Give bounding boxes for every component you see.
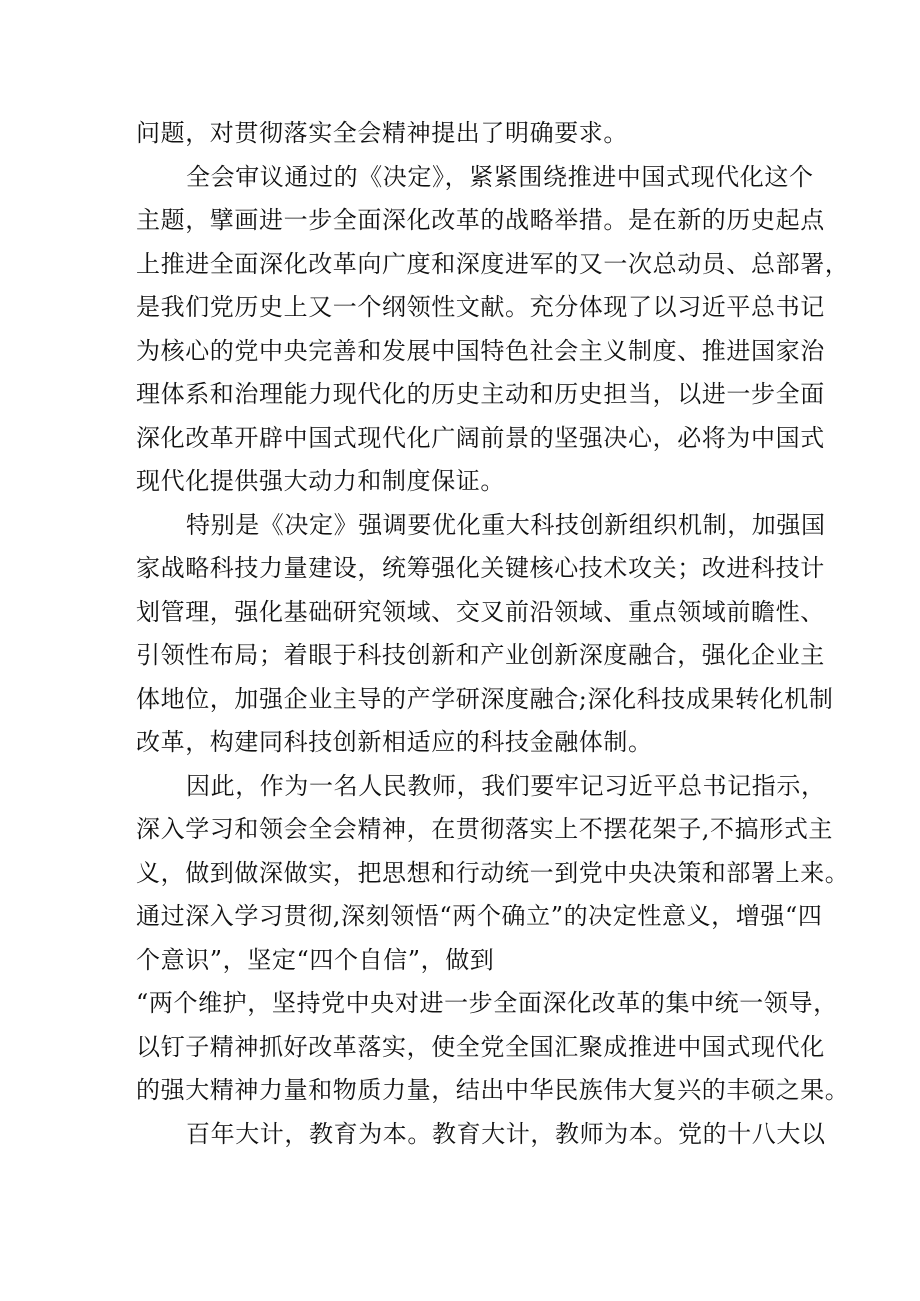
- text-line: 百年大计，教育为本。教育大计，教师为本。党的十八大以: [186, 1119, 826, 1148]
- text-line: 全会审议通过的《决定》，紧紧围绕推进中国式现代化这个: [186, 162, 814, 191]
- text-line: 现代化提供强大动力和制度保证。: [136, 467, 505, 495]
- text-line: 体地位，加强企业主导的产学研深度融合;深化科技成果转化机制: [136, 684, 834, 713]
- text-line: 深化改革开辟中国式现代化广阔前景的坚强决心，必将为中国式: [136, 423, 825, 452]
- text-line: 理体系和治理能力现代化的历史主动和历史担当，以进一步全面: [136, 380, 825, 408]
- text-line: 义，做到做深做实，把思想和行动统一到党中央决策和部署上来。: [136, 858, 850, 887]
- text-line: 改革，构建同科技创新相适应的科技金融体制。: [136, 728, 653, 756]
- text-line: 划管理，强化基础研究领域、交叉前沿领域、重点领域前瞻性、: [136, 597, 825, 626]
- text-line: 为核心的党中央完善和发展中国特色社会主义制度、推进国家治: [136, 336, 825, 365]
- text-line: 引领性布局；着眼于科技创新和产业创新深度融合，强化企业主: [136, 641, 825, 669]
- text-line: 的强大精神力量和物质力量，结出中华民族伟大复兴的丰硕之果。: [136, 1076, 850, 1104]
- text-line: 问题，对贯彻落实全会精神提出了明确要求。: [136, 119, 628, 147]
- text-line: 主题，擘画进一步全面深化改革的战略举措。是在新的历史起点: [136, 206, 825, 234]
- text-line: 家战略科技力量建设，统筹强化关键核心技术攻关；改进科技计: [136, 554, 825, 582]
- text-line: 通过深入学习贯彻,深刻领悟“两个确立”的决定性意义，增强“四: [136, 902, 823, 930]
- text-line: 以钉子精神抓好改革落实，使全党全国汇聚成推进中国式现代化: [136, 1032, 825, 1061]
- text-line: 是我们党历史上又一个纲领性文献。充分体现了以习近平总书记: [136, 293, 825, 321]
- text-line: 上推进全面深化改革向广度和深度进军的又一次总动员、总部署，: [136, 249, 850, 278]
- text-line: 深入学习和领会全会精神，在贯彻落实上不摆花架子,不搞形式主: [136, 815, 834, 843]
- text-line: 个意识”，坚定“四个自信”，做到: [136, 945, 495, 974]
- document-body: [136, 112, 850, 1156]
- text-line: 因此，作为一名人民教师，我们要牢记习近平总书记指示，: [186, 771, 826, 800]
- text-line: 特别是《决定》强调要优化重大科技创新组织机制，加强国: [186, 510, 826, 539]
- text-line: “两个维护，坚持党中央对进一步全面深化改革的集中统一领导，: [136, 989, 838, 1017]
